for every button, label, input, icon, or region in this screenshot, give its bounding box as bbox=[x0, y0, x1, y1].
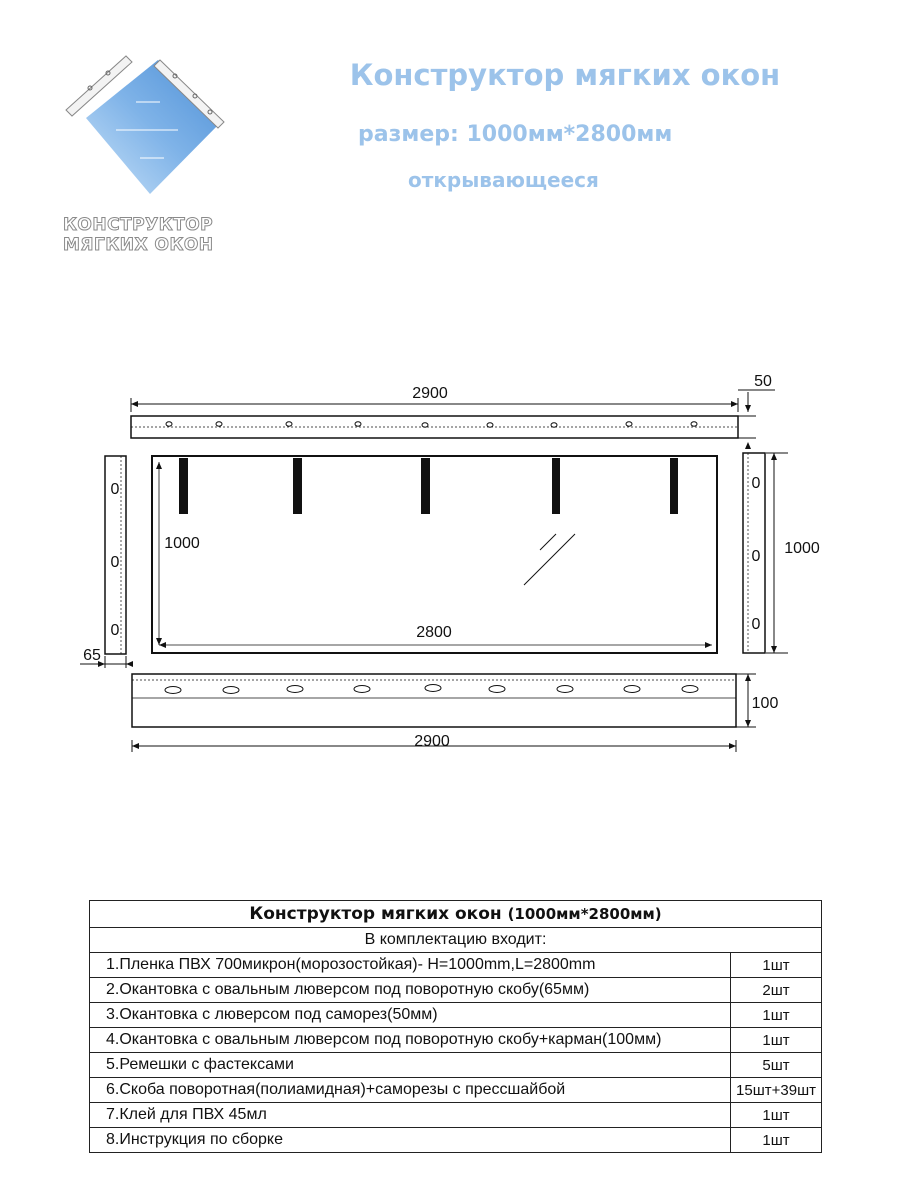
strap-2 bbox=[293, 458, 302, 514]
right-hole-mark-3: 0 bbox=[751, 616, 761, 633]
table-row bbox=[90, 1053, 822, 1078]
right-hole-mark-1: 0 bbox=[751, 475, 761, 492]
spec-table bbox=[89, 900, 822, 1153]
table-row bbox=[90, 1128, 822, 1153]
brand-line-1: КОНСТРУКТОР bbox=[63, 215, 214, 235]
table-row bbox=[90, 1078, 822, 1103]
item-qty: 15шт+39шт bbox=[731, 1078, 822, 1103]
top-strip bbox=[131, 416, 738, 438]
table-row bbox=[90, 978, 822, 1003]
item-qty: 1шт bbox=[731, 953, 822, 978]
brand-text bbox=[63, 215, 214, 255]
top-length-label: 2900 bbox=[412, 385, 448, 402]
item-qty: 1шт bbox=[731, 1103, 822, 1128]
window-width-label: 2800 bbox=[416, 624, 452, 641]
item-qty: 1шт bbox=[731, 1028, 822, 1053]
technical-drawing bbox=[0, 360, 900, 760]
size-line: размер: 1000мм*2800мм bbox=[358, 122, 673, 147]
strap-1 bbox=[179, 458, 188, 514]
item-name: 6.Скоба поворотная(полиамидная)+саморезы с прессшайбой bbox=[90, 1078, 731, 1103]
right-height-label: 1000 bbox=[784, 540, 820, 557]
right-hole-mark-2: 0 bbox=[751, 548, 761, 565]
strap-5 bbox=[670, 458, 678, 514]
window-height-label: 1000 bbox=[164, 535, 200, 552]
strap-3 bbox=[421, 458, 430, 514]
bottom-strip bbox=[132, 674, 736, 727]
strap-4 bbox=[552, 458, 560, 514]
item-qty: 1шт bbox=[731, 1128, 822, 1153]
item-name: 3.Окантовка с люверсом под саморез(50мм) bbox=[90, 1003, 731, 1028]
table-row bbox=[90, 953, 822, 978]
included-heading: В комплектацию входит: bbox=[90, 928, 822, 953]
left-hole-mark-3: 0 bbox=[110, 622, 120, 639]
item-name: 7.Клей для ПВХ 45мл bbox=[90, 1103, 731, 1128]
table-row bbox=[90, 1003, 822, 1028]
table-row bbox=[90, 1103, 822, 1128]
spec-title-main: Конструктор мягких окон bbox=[249, 904, 502, 924]
spec-title bbox=[90, 901, 822, 928]
top-height-label: 50 bbox=[754, 373, 772, 390]
page-title: Конструктор мягких окон bbox=[349, 58, 781, 92]
bottom-length-label: 2900 bbox=[414, 733, 450, 750]
item-name: 4.Окантовка с овальным люверсом под поворотную скобу+карман(100мм) bbox=[90, 1028, 731, 1053]
item-name: 1.Пленка ПВХ 700микрон(морозостойкая)- H=1000mm,L=2800mm bbox=[90, 953, 731, 978]
item-name: 8.Инструкция по сборке bbox=[90, 1128, 731, 1153]
left-width-label: 65 bbox=[83, 647, 101, 664]
item-qty: 2шт bbox=[731, 978, 822, 1003]
type-line: открывающееся bbox=[408, 168, 599, 192]
item-qty: 5шт bbox=[731, 1053, 822, 1078]
table-row bbox=[90, 1028, 822, 1053]
brand-line-2: МЯГКИХ ОКОН bbox=[63, 235, 214, 255]
spec-title-size: (1000мм*2800мм) bbox=[507, 905, 662, 923]
item-name: 5.Ремешки с фастексами bbox=[90, 1053, 731, 1078]
item-name: 2.Окантовка с овальным люверсом под поворотную скобу(65мм) bbox=[90, 978, 731, 1003]
left-hole-mark-1: 0 bbox=[110, 481, 120, 498]
item-qty: 1шт bbox=[731, 1003, 822, 1028]
left-hole-mark-2: 0 bbox=[110, 554, 120, 571]
bottom-height-label: 100 bbox=[751, 695, 779, 712]
